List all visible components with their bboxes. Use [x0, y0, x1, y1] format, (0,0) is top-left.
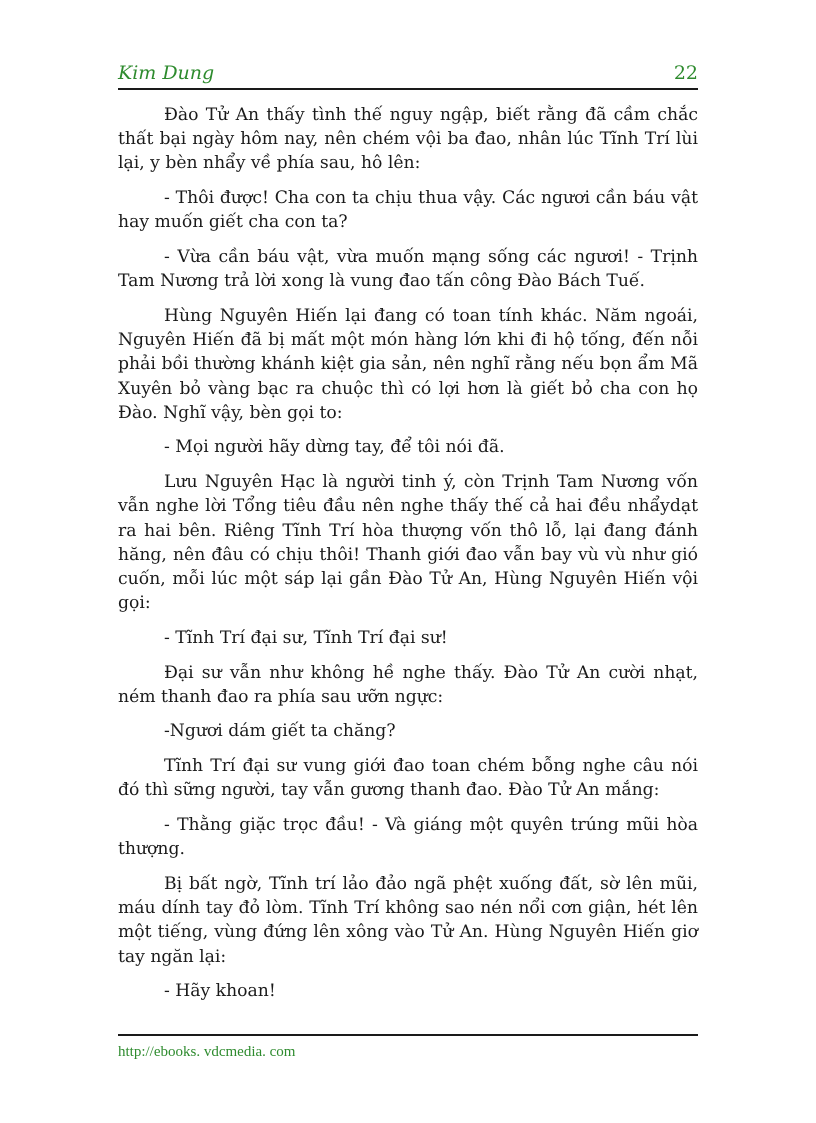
page-number: 22: [673, 62, 698, 84]
paragraph: - Thôi được! Cha con ta chịu thua vậy. Các ngươi cần báu vật hay muốn giết cha con ta?: [118, 188, 698, 233]
body-text: [118, 103, 698, 1014]
page-header: [118, 60, 698, 90]
paragraph: Đào Tử An thấy tình thế nguy ngập, biết rằng đã cầm chắc thất bại ngày hôm nay, nên chém vội ba đao, nhân lúc Tĩnh Trí lùi lại, y bèn nhẩy về phía sau, hô lên:: [118, 105, 698, 174]
paragraph: -Ngươi dám giết ta chăng?: [164, 721, 396, 742]
paragraph: Tĩnh Trí đại sư vung giới đao toan chém bỗng nghe câu nói đó thì sững người, tay vẫn gương thanh đao. Đào Tử An mắng:: [118, 756, 698, 801]
footer-url-link[interactable]: http://ebooks. vdcmedia. com: [118, 1044, 296, 1060]
paragraph: - Mọi người hãy dừng tay, để tôi nói đã.: [164, 437, 505, 458]
paragraph: Bị bất ngờ, Tĩnh trí lảo đảo ngã phệt xuống đất, sờ lên mũi, máu dính tay đỏ lòm. Tĩnh Trí không sao nén nổi cơn giận, hét lên một tiếng, vùng đứng lên xông vào Tử An. Hùng Nguyên Hiến giơ tay ngăn lại:: [118, 873, 698, 967]
footer-divider: [118, 1034, 698, 1036]
paragraph: Hùng Nguyên Hiến lại đang có toan tính khác. Năm ngoái, Nguyên Hiến đã bị mất một món hàng lớn khi đi hộ tống, đến nỗi phải bồi thường khánh kiệt gia sản, nên nghĩ rằng nếu bọn ẩm Mã Xuyên bỏ vàng bạc ra chuộc thì có lợi hơn là giết bỏ cha con họ Đào. Nghĩ vậy, bèn gọi to:: [118, 305, 698, 423]
paragraph: - Tĩnh Trí đại sư, Tĩnh Trí đại sư!: [164, 627, 448, 648]
paragraph: Lưu Nguyên Hạc là người tinh ý, còn Trịnh Tam Nương vốn vẫn nghe lời Tổng tiêu đầu nên nghe thấy thế cả hai đều nhẩydạt ra hai bên. Riêng Tĩnh Trí hòa thượng vốn thô lỗ, lại đang đánh hăng, nên đâu có chịu thôi! Thanh giới đao vẫn bay vù vù như gió cuốn, mỗi lúc một sáp lại gần Đào Tử An, Hùng Nguyên Hiến vội gọi:: [118, 472, 698, 614]
paragraph: - Vừa cần báu vật, vừa muốn mạng sống các ngươi! - Trịnh Tam Nương trả lời xong là vung đao tấn công Đào Bách Tuế.: [118, 247, 698, 292]
paragraph: - Hãy khoan!: [164, 981, 276, 1002]
header-author: Kim Dung: [118, 62, 215, 84]
paragraph: - Thằng giặc trọc đầu! - Và giáng một quyên trúng mũi hòa thượng.: [118, 815, 698, 860]
paragraph: Đại sư vẫn như không hề nghe thấy. Đào Tử An cười nhạt, ném thanh đao ra phía sau ưỡn ngực:: [118, 662, 698, 707]
